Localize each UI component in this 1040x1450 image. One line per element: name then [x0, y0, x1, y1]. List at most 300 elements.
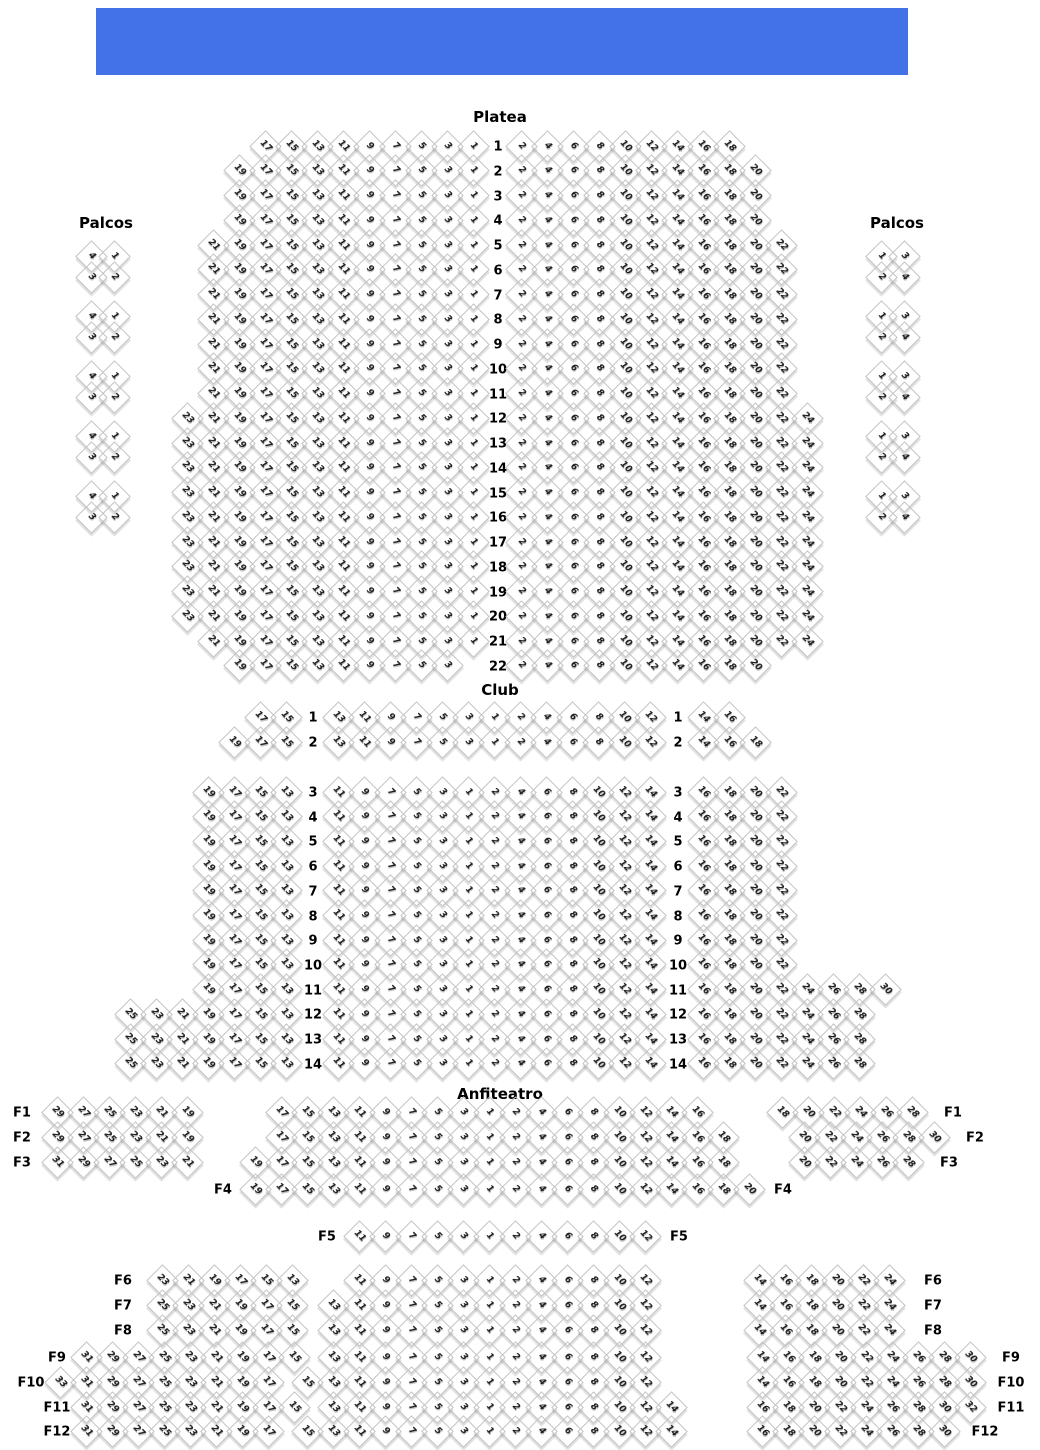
seat-number: 10 [611, 1153, 628, 1170]
seat-number: 4 [541, 436, 554, 449]
seat-palcos_right-4-4[interactable] [888, 441, 921, 474]
seat-number: 4 [85, 249, 98, 262]
seat-anfiteatro-F4-20[interactable] [733, 1173, 766, 1206]
seat-number: 2 [509, 1400, 522, 1413]
seat-number: 10 [617, 632, 634, 649]
seat-palcos_left-1-2[interactable] [98, 261, 131, 294]
seat-number: 21 [205, 484, 222, 501]
seat-number: 24 [799, 508, 816, 525]
seat-number: 11 [335, 484, 352, 501]
seat-anfiteatro-F3-28[interactable] [892, 1146, 925, 1179]
seat-number: 18 [721, 1030, 738, 1047]
seat-number: 2 [488, 1008, 501, 1020]
seat-number: 14 [642, 1005, 659, 1022]
seat-number: 7 [405, 1350, 418, 1363]
seat-number: 10 [616, 708, 633, 725]
seat-number: 17 [232, 1271, 249, 1288]
seat-number: 1 [467, 387, 480, 399]
seat-number: 13 [309, 286, 326, 303]
seat-number: 5 [410, 909, 423, 921]
seat-number: 4 [535, 1323, 548, 1336]
seat-number: 12 [637, 1227, 654, 1244]
seat-number: 7 [405, 1323, 418, 1336]
seat-number: 21 [179, 1153, 196, 1170]
seat-number: 4 [85, 369, 98, 382]
seat-number: 20 [796, 1153, 813, 1170]
seat-number: 1 [488, 735, 501, 748]
seat-number: 5 [431, 1375, 444, 1388]
seat-number: 16 [695, 360, 712, 377]
seat-number: 8 [593, 189, 606, 201]
seat-number: 18 [721, 857, 738, 874]
seat-number: 19 [200, 981, 217, 998]
seat-number: 30 [936, 1398, 953, 1415]
seat-number: 6 [567, 511, 580, 523]
seat-number: 19 [200, 808, 217, 825]
seat-number: 10 [590, 931, 607, 948]
seat-number: 20 [747, 1005, 764, 1022]
seat-number: 9 [363, 535, 376, 548]
seat-club-2-15[interactable] [270, 726, 303, 759]
seat-number: 27 [130, 1348, 147, 1365]
seat-number: 14 [669, 137, 686, 154]
seat-number: 17 [257, 385, 274, 402]
seat-number: 13 [278, 956, 295, 973]
seat-number: 11 [335, 211, 352, 228]
seat-number: 8 [587, 1273, 600, 1286]
seat-number: 11 [335, 657, 352, 674]
seat-number: 22 [855, 1296, 872, 1313]
seat-number: 14 [669, 632, 686, 649]
seat-number: 9 [384, 710, 397, 723]
seat-number: 12 [643, 310, 660, 327]
seat-number: 11 [330, 783, 347, 800]
seat-number: 31 [49, 1153, 66, 1170]
row-label-club-5-right: 5 [673, 834, 683, 850]
seat-number: 22 [773, 632, 790, 649]
seat-number: 11 [351, 1373, 368, 1390]
seat-club-14-14[interactable] [634, 1047, 667, 1080]
row-label-platea-15: 15 [488, 486, 508, 501]
seat-number: 7 [405, 1155, 418, 1168]
seat-number: 16 [695, 857, 712, 874]
seat-number: 12 [643, 335, 660, 352]
seat-platea-22-20[interactable] [739, 649, 772, 682]
seat-number: 20 [747, 882, 764, 899]
seat-number: 24 [799, 632, 816, 649]
seat-number: 8 [593, 337, 606, 350]
seat-number: 13 [278, 1030, 295, 1047]
seat-number: 8 [566, 1008, 579, 1020]
seat-number: 16 [695, 236, 712, 253]
seat-number: 13 [278, 907, 295, 924]
seat-number: 8 [566, 835, 579, 847]
seat-club-14-28[interactable] [843, 1047, 876, 1080]
seat-number: 3 [436, 1057, 449, 1070]
seat-number: 18 [721, 882, 738, 899]
seat-number: 5 [410, 785, 423, 798]
seat-number: 22 [858, 1348, 875, 1365]
seat-number: 11 [351, 1321, 368, 1338]
seat-number: 16 [695, 310, 712, 327]
seat-number: 23 [127, 1103, 144, 1120]
seat-number: 5 [415, 238, 428, 251]
seat-number: 4 [541, 288, 554, 300]
seat-number: 14 [669, 434, 686, 451]
seat-number: 12 [643, 508, 660, 525]
seat-number: 28 [851, 981, 868, 998]
seat-palcos_left-2-2[interactable] [98, 321, 131, 354]
seat-number: 3 [441, 313, 454, 325]
seat-palcos_right-2-4[interactable] [888, 321, 921, 354]
seat-number: 5 [415, 288, 428, 300]
seat-palcos_left-5-2[interactable] [98, 501, 131, 534]
seat-anfiteatro-F8-15[interactable] [276, 1314, 309, 1347]
seat-number: 14 [642, 956, 659, 973]
row-label-club-3-left: 3 [308, 785, 318, 801]
seat-number: 2 [875, 510, 888, 523]
seat-palcos_right-1-4[interactable] [888, 261, 921, 294]
seat-number: 17 [226, 1055, 243, 1072]
seat-number: 22 [773, 833, 790, 850]
seat-number: 7 [389, 238, 402, 251]
seat-number: 8 [587, 1350, 600, 1363]
seat-number: 13 [325, 1296, 342, 1313]
seat-number: 11 [330, 808, 347, 825]
seat-number: 4 [535, 1130, 548, 1143]
seat-number: 11 [330, 1005, 347, 1022]
seat-number: 13 [309, 459, 326, 476]
seat-number: 28 [936, 1348, 953, 1365]
seat-number: 4 [541, 610, 554, 622]
seat-number: 23 [182, 1398, 199, 1415]
seat-platea-21-24[interactable] [791, 625, 824, 658]
seat-number: 4 [541, 461, 554, 474]
seat-number: 4 [541, 634, 554, 647]
seat-anfiteatro-F12-30[interactable] [928, 1415, 961, 1448]
seat-anfiteatro-F12-14[interactable] [655, 1415, 688, 1448]
seat-number: 9 [363, 659, 376, 672]
seat-anfiteatro-F11-32[interactable] [954, 1391, 987, 1424]
seat-palcos_left-4-2[interactable] [98, 441, 131, 474]
seat-number: 1 [483, 1375, 496, 1388]
seat-number: 6 [567, 139, 580, 152]
seat-number: 18 [721, 162, 738, 179]
seat-number: 18 [721, 808, 738, 825]
seat-number: 21 [205, 236, 222, 253]
seat-number: 2 [488, 1057, 501, 1070]
seat-number: 1 [483, 1130, 496, 1143]
row-label-club-7-left: 7 [308, 884, 318, 900]
seat-number: 8 [593, 535, 606, 548]
seat-platea-22-3[interactable] [431, 649, 464, 682]
row-label-platea-14: 14 [488, 461, 508, 477]
row-label-platea-9: 9 [493, 337, 503, 353]
seat-number: 6 [567, 362, 580, 375]
seat-number: 8 [593, 511, 606, 523]
seat-number: 13 [309, 360, 326, 377]
seat-number: 28 [936, 1373, 953, 1390]
seat-palcos_left-3-2[interactable] [98, 381, 131, 414]
seat-number: 1 [108, 489, 121, 502]
seat-number: 11 [356, 708, 373, 725]
seat-number: 3 [436, 909, 449, 921]
seat-number: 10 [590, 833, 607, 850]
seat-number: 1 [483, 1229, 496, 1242]
seat-number: 17 [273, 1103, 290, 1120]
seat-number: 10 [617, 409, 634, 426]
seat-number: 25 [101, 1128, 118, 1145]
seat-number: 3 [441, 238, 454, 251]
seat-number: 15 [283, 335, 300, 352]
seat-number: 21 [205, 583, 222, 600]
seat-number: 31 [78, 1422, 95, 1439]
seat-number: 10 [617, 459, 634, 476]
seat-number: 2 [515, 585, 528, 597]
seat-number: 9 [363, 486, 376, 498]
seat-anfiteatro-F3-21[interactable] [171, 1146, 204, 1179]
seat-number: 21 [208, 1398, 225, 1415]
seat-number: 27 [130, 1422, 147, 1439]
seat-number: 5 [410, 835, 423, 847]
seat-number: 19 [234, 1398, 251, 1415]
seat-number: 5 [415, 263, 428, 276]
seat-club-11-30[interactable] [869, 973, 902, 1006]
seat-number: 20 [747, 607, 764, 624]
seat-number: 16 [695, 137, 712, 154]
seat-number: 2 [509, 1182, 522, 1195]
seat-number: 17 [252, 708, 269, 725]
seat-number: 7 [384, 934, 397, 946]
seat-number: 1 [483, 1182, 496, 1195]
seat-number: 5 [415, 436, 428, 449]
seat-club-2-12[interactable] [634, 726, 667, 759]
seat-club-14-13[interactable] [270, 1047, 303, 1080]
seat-number: 26 [874, 1153, 891, 1170]
seat-number: 26 [825, 981, 842, 998]
seat-number: 15 [283, 310, 300, 327]
seat-number: 17 [273, 1180, 290, 1197]
seat-number: 1 [462, 934, 475, 946]
seat-number: 19 [231, 211, 248, 228]
seat-anfiteatro-F8-24[interactable] [873, 1314, 906, 1347]
seat-number: 3 [898, 249, 911, 262]
seat-number: 16 [689, 1180, 706, 1197]
seat-number: 12 [637, 1296, 654, 1313]
seat-number: 17 [258, 1321, 275, 1338]
seat-number: 21 [205, 310, 222, 327]
seat-number: 3 [85, 510, 98, 523]
seat-number: 16 [695, 533, 712, 550]
seat-number: 20 [747, 857, 764, 874]
seat-number: 12 [643, 459, 660, 476]
seat-number: 14 [669, 236, 686, 253]
seat-palcos_right-5-4[interactable] [888, 501, 921, 534]
seat-number: 2 [515, 634, 528, 647]
seat-number: 10 [617, 335, 634, 352]
seat-number: 13 [309, 211, 326, 228]
seat-number: 19 [231, 657, 248, 674]
seat-number: 2 [515, 313, 528, 325]
seat-number: 10 [617, 236, 634, 253]
seat-number: 13 [278, 783, 295, 800]
seat-number: 13 [309, 187, 326, 204]
seat-number: 7 [389, 585, 402, 597]
seat-number: 2 [515, 511, 528, 523]
seat-number: 3 [457, 1375, 470, 1388]
seat-number: 28 [910, 1398, 927, 1415]
seat-number: 4 [541, 238, 554, 251]
seat-number: 3 [457, 1323, 470, 1336]
seat-number: 13 [309, 162, 326, 179]
seat-number: 17 [257, 607, 274, 624]
seat-number: 17 [257, 632, 274, 649]
seat-platea-21-1[interactable] [457, 625, 490, 658]
seat-number: 11 [351, 1227, 368, 1244]
row-label-platea-18: 18 [488, 560, 508, 576]
seat-number: 6 [567, 610, 580, 622]
seat-number: 1 [462, 1032, 475, 1045]
seat-number: 12 [642, 733, 659, 750]
seat-number: 1 [483, 1400, 496, 1413]
seat-number: 8 [592, 735, 605, 748]
row-label-club-14-right: 14 [668, 1057, 688, 1073]
seat-number: 12 [643, 261, 660, 278]
row-label-club-2-right: 2 [673, 735, 683, 751]
seat-number: 20 [796, 1128, 813, 1145]
seat-number: 10 [590, 1055, 607, 1072]
seat-number: 20 [747, 187, 764, 204]
row-label-club-11-right: 11 [668, 983, 688, 999]
seat-number: 2 [514, 735, 527, 748]
seat-anfiteatro-F2-30[interactable] [918, 1121, 951, 1154]
seat-number: 7 [389, 164, 402, 177]
seat-number: 20 [747, 335, 764, 352]
seat-number: 20 [747, 931, 764, 948]
seat-number: 19 [231, 459, 248, 476]
seat-number: 19 [200, 907, 217, 924]
seat-number: 3 [457, 1229, 470, 1242]
seat-number: 15 [252, 1005, 269, 1022]
seat-number: 1 [483, 1105, 496, 1118]
seat-number: 4 [541, 387, 554, 399]
seat-number: 15 [283, 187, 300, 204]
seat-number: 20 [747, 1055, 764, 1072]
seat-number: 20 [747, 533, 764, 550]
seat-number: 24 [884, 1348, 901, 1365]
seat-number: 6 [561, 1229, 574, 1242]
seat-number: 12 [643, 162, 660, 179]
seat-number: 13 [309, 409, 326, 426]
seat-number: 11 [351, 1348, 368, 1365]
row-label-club-14-left: 14 [303, 1057, 323, 1073]
seat-number: 10 [611, 1422, 628, 1439]
seat-number: 5 [410, 884, 423, 897]
seat-number: 6 [561, 1182, 574, 1195]
seat-number: 6 [567, 634, 580, 647]
seat-club-2-18[interactable] [739, 726, 772, 759]
seat-number: 22 [773, 558, 790, 575]
seat-number: 9 [363, 337, 376, 350]
seat-number: 20 [747, 409, 764, 426]
seat-number: 17 [226, 833, 243, 850]
seat-number: 15 [284, 1321, 301, 1338]
seat-number: 32 [962, 1398, 979, 1415]
seat-number: 7 [384, 859, 397, 872]
seat-number: 1 [467, 461, 480, 474]
seat-number: 11 [335, 310, 352, 327]
seat-number: 12 [616, 981, 633, 998]
seat-anfiteatro-F5-12[interactable] [629, 1220, 662, 1253]
row-label-platea-3: 3 [493, 189, 503, 204]
seat-number: 16 [695, 385, 712, 402]
seat-number: 18 [721, 434, 738, 451]
seat-number: 6 [567, 436, 580, 449]
seat-number: 2 [515, 164, 528, 177]
seat-number: 4 [541, 659, 554, 672]
seat-number: 11 [335, 385, 352, 402]
seat-number: 26 [825, 1055, 842, 1072]
seat-number: 24 [881, 1271, 898, 1288]
seat-number: 15 [252, 1030, 269, 1047]
seat-number: 11 [351, 1398, 368, 1415]
seat-number: 16 [695, 558, 712, 575]
seat-number: 30 [877, 981, 894, 998]
seat-number: 18 [721, 1005, 738, 1022]
seat-number: 11 [335, 409, 352, 426]
seat-number: 24 [799, 533, 816, 550]
seat-number: 7 [410, 735, 423, 748]
seat-number: 7 [389, 313, 402, 325]
seat-number: 23 [182, 1373, 199, 1390]
row-label-club-3-right: 3 [673, 785, 683, 801]
seat-number: 21 [205, 508, 222, 525]
seat-number: 5 [410, 859, 423, 872]
seat-number: 3 [462, 710, 475, 723]
seat-number: 6 [540, 859, 553, 872]
seat-number: 5 [415, 139, 428, 152]
seat-number: 14 [751, 1296, 768, 1313]
seat-number: 5 [410, 1057, 423, 1070]
seat-number: 19 [232, 1321, 249, 1338]
seat-anfiteatro-F1-28[interactable] [896, 1096, 929, 1129]
seat-number: 14 [642, 882, 659, 899]
seat-number: 19 [231, 607, 248, 624]
seat-number: 20 [747, 907, 764, 924]
seat-number: 15 [283, 508, 300, 525]
seat-number: 12 [637, 1398, 654, 1415]
seat-number: 4 [85, 309, 98, 322]
seat-palcos_right-3-4[interactable] [888, 381, 921, 414]
seat-number: 13 [309, 310, 326, 327]
seat-number: 18 [780, 1422, 797, 1439]
row-label-club-9-right: 9 [673, 933, 683, 949]
seat-number: 18 [721, 657, 738, 674]
seat-number: 9 [363, 362, 376, 375]
seat-number: 4 [541, 139, 554, 152]
seat-number: 22 [773, 459, 790, 476]
seat-anfiteatro-F12-17[interactable] [252, 1415, 285, 1448]
seat-number: 30 [926, 1128, 943, 1145]
seat-number: 23 [179, 484, 196, 501]
seat-number: 9 [384, 735, 397, 748]
seat-number: 20 [832, 1348, 849, 1365]
seat-number: 7 [384, 1008, 397, 1020]
seat-number: 3 [462, 735, 475, 748]
seat-number: 3 [898, 369, 911, 382]
seat-number: 14 [663, 1103, 680, 1120]
seat-number: 12 [616, 882, 633, 899]
